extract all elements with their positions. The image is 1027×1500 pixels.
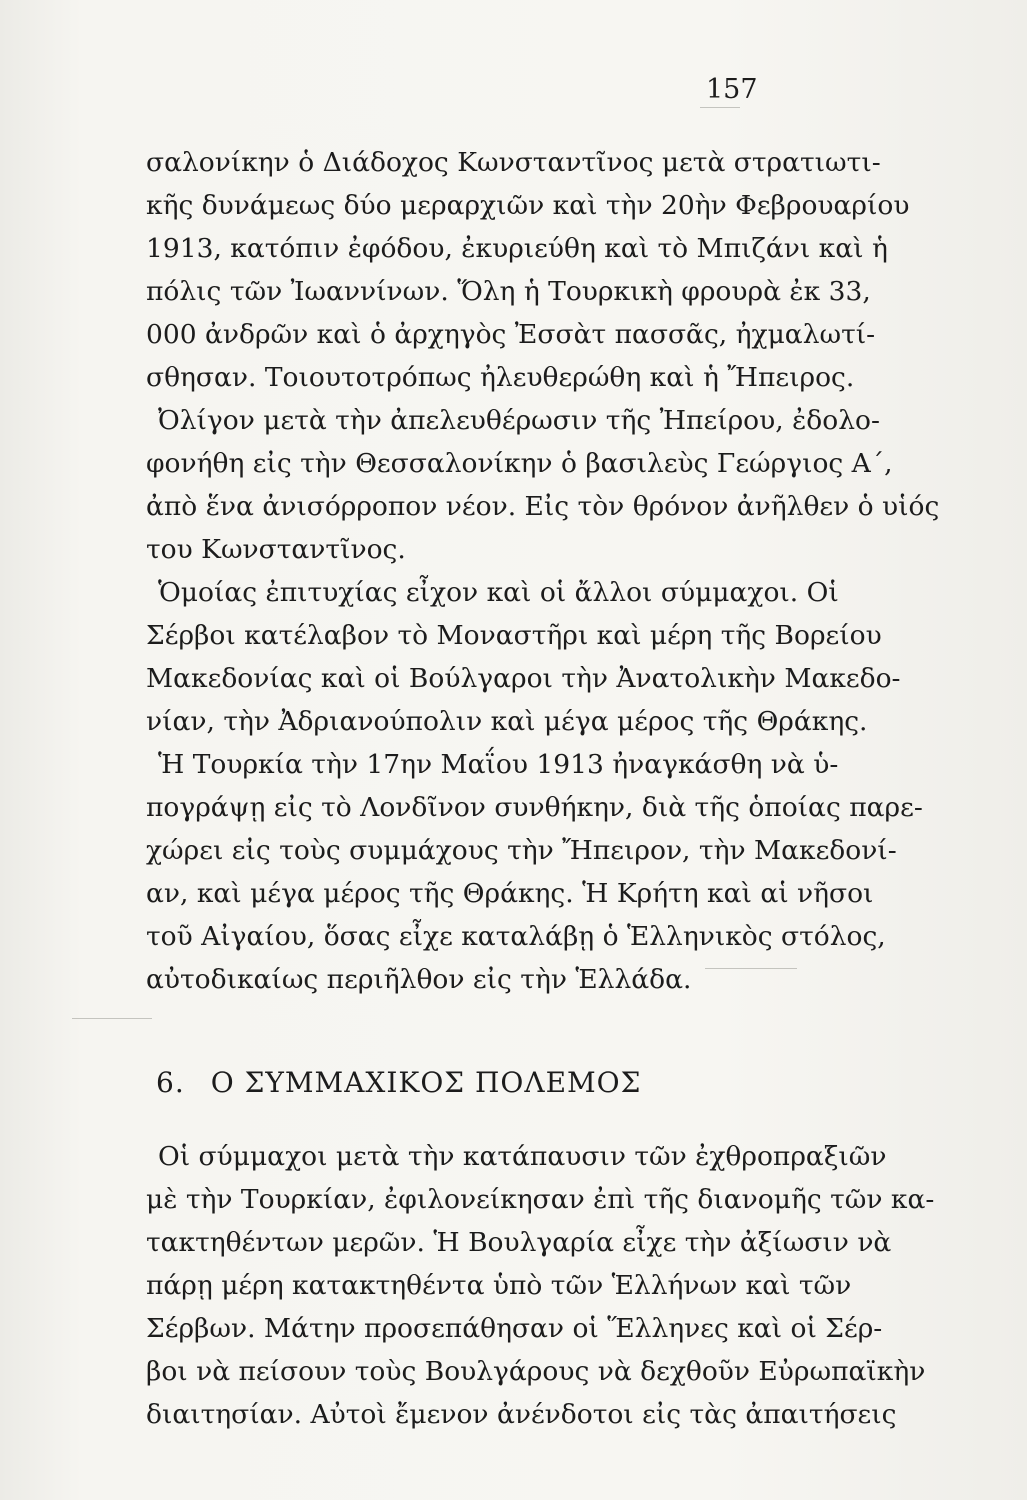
section-heading [156, 1066, 641, 1099]
text-line: κῆς δυνάμεως δύο μεραρχιῶν καὶ τὴν 20ὴν Φεβρουαρίου [146, 190, 910, 221]
text-line: του Κωνσταντῖνος. [146, 534, 406, 565]
text-line: νίαν, τὴν Ἀδριανούπολιν καὶ μέγα μέρος τῆς Θράκης. [146, 706, 868, 737]
faint-rule [705, 968, 797, 969]
section-title: Ο ΣΥΜΜΑΧΙΚΟΣ ΠΟΛΕΜΟΣ [210, 1066, 642, 1099]
text-line: χώρει εἰς τοὺς συμμάχους τὴν Ἤπειρον, τὴν Μακεδονί- [146, 835, 897, 866]
text-line: πάρῃ μέρη κατακτηθέντα ὑπὸ τῶν Ἑλλήνων καὶ τῶν [146, 1270, 852, 1301]
text-line: Μακεδονίας καὶ οἱ Βούλγαροι τὴν Ἀνατολικὴν Μακεδο- [146, 663, 901, 694]
text-line: Σέρβων. Μάτην προσεπάθησαν οἱ Ἕλληνες καὶ οἱ Σέρ- [146, 1313, 883, 1344]
text-line: πόλις τῶν Ἰωαννίνων. Ὅλη ἡ Τουρκικὴ φρουρὰ ἐκ 33, [146, 276, 871, 307]
text-line: διαιτησίαν. Αὐτοὶ ἔμενον ἀνένδοτοι εἰς τὰς ἀπαιτήσεις [146, 1399, 897, 1430]
text-line: αν, καὶ μέγα μέρος τῆς Θράκης. Ἡ Κρήτη καὶ αἱ νῆσοι [146, 878, 874, 909]
text-line: τοῦ Αἰγαίου, ὅσας εἶχε καταλάβῃ ὁ Ἑλληνικὸς στόλος, [146, 921, 886, 952]
text-line: σθησαν. Τοιουτοτρόπως ἠλευθερώθη καὶ ἡ Ἤπειρος. [146, 362, 855, 393]
text-line: 000 ἀνδρῶν καὶ ὁ ἀρχηγὸς Ἐσσὰτ πασσᾶς, ἠχμαλωτί- [146, 319, 876, 350]
text-line: Οἱ σύμμαχοι μετὰ τὴν κατάπαυσιν τῶν ἐχθροπραξιῶν [158, 1141, 887, 1172]
page-number: 157 [706, 74, 758, 105]
text-line: αὐτοδικαίως περιῆλθον εἰς τὴν Ἑλλάδα. [146, 964, 692, 995]
text-line: Ὁμοίας ἐπιτυχίας εἶχον καὶ οἱ ἄλλοι σύμμαχοι. Οἱ [158, 577, 839, 608]
text-line: Ἡ Τουρκία τὴν 17ην Μαΐου 1913 ἠναγκάσθη νὰ ὑ- [158, 749, 839, 780]
text-line: τακτηθέντων μερῶν. Ἡ Βουλγαρία εἶχε τὴν ἀξίωσιν νὰ [146, 1227, 892, 1258]
text-line: 1913, κατόπιν ἐφόδου, ἐκυριεύθη καὶ τὸ Μπιζάνι καὶ ἡ [146, 233, 888, 264]
text-line: Ὀλίγον μετὰ τὴν ἀπελευθέρωσιν τῆς Ἠπείρου, ἐδολο- [158, 405, 880, 436]
text-line: Σέρβοι κατέλαβον τὸ Μοναστῆρι καὶ μέρη τῆς Βορείου [146, 620, 882, 651]
text-line: πογράψῃ εἰς τὸ Λονδῖνον συνθήκην, διὰ τῆς ὁποίας παρε- [146, 792, 923, 823]
text-line: ἀπὸ ἕνα ἀνισόρροπον νέον. Εἰς τὸν θρόνον ἀνῆλθεν ὁ υἱός [146, 491, 940, 522]
text-line: σαλονίκην ὁ Διάδοχος Κωνσταντῖνος μετὰ στρατιωτι- [146, 147, 881, 178]
text-line: μὲ τὴν Τουρκίαν, ἐφιλονείκησαν ἐπὶ τῆς διανομῆς τῶν κα- [146, 1184, 935, 1215]
text-line: φονήθη εἰς τὴν Θεσσαλονίκην ὁ βασιλεὺς Γεώργιος Α΄, [146, 448, 893, 479]
page-number-underline [700, 107, 740, 108]
text-line: βοι νὰ πείσουν τοὺς Βουλγάρους νὰ δεχθοῦν Εὐρωπαϊκὴν [146, 1356, 926, 1387]
section-number: 6. [156, 1066, 185, 1099]
faint-rule [72, 1018, 152, 1019]
